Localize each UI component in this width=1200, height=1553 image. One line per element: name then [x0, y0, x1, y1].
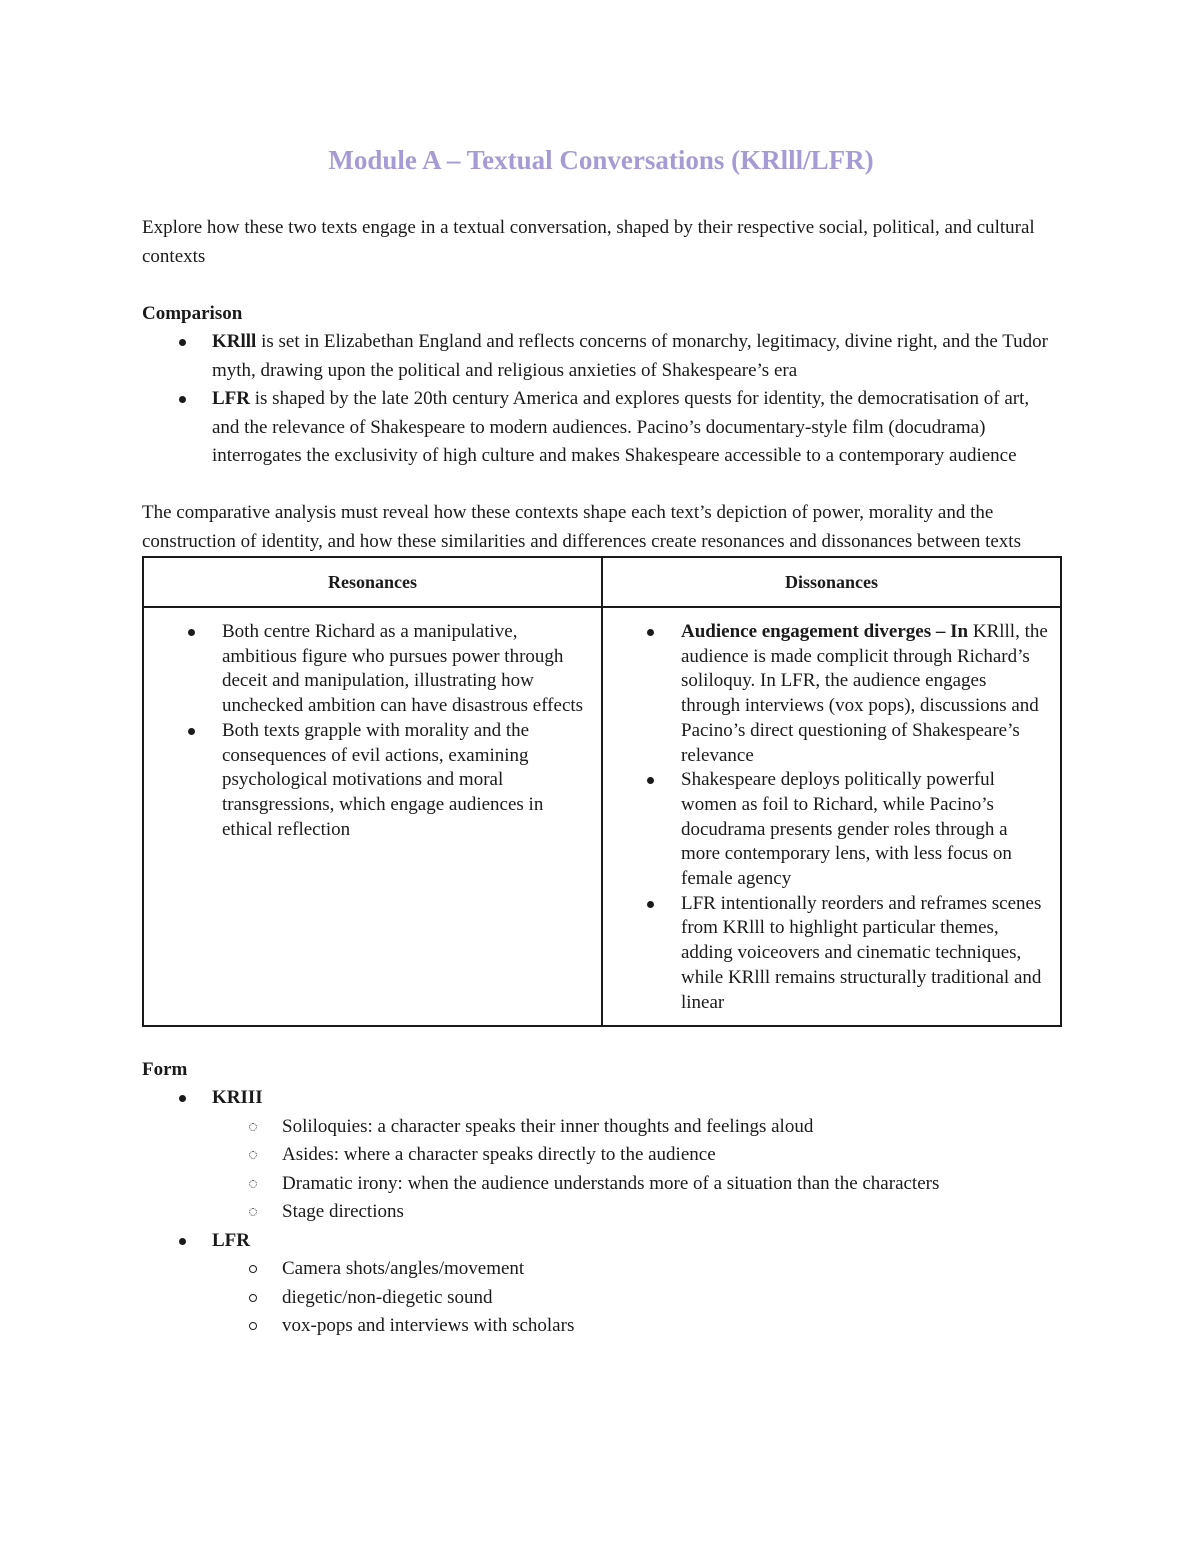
- lfr-sublist: [212, 1255, 1060, 1341]
- list-item: [282, 1170, 1060, 1199]
- list-item: [222, 620, 591, 719]
- resonances-cell: [143, 607, 602, 1026]
- bullet-icon: [647, 777, 654, 784]
- comparison-item-lfr: [212, 385, 1060, 471]
- dissonance-text: Shakespeare deploys politically powerful women as foil to Richard, while Pacino’s docudrama presents gender roles through a more contemporary lens, with less focus on female agency: [681, 769, 1012, 890]
- resonance-text: Both centre Richard as a manipulative, ambitious figure who pursues power through deceit and manipulation, illustrating how unchecked ambition can have disastrous effects: [222, 621, 584, 717]
- hollow-bullet-icon: [249, 1208, 257, 1216]
- form-item-lfr: [212, 1227, 1060, 1341]
- hollow-bullet-icon: [249, 1123, 257, 1131]
- list-item: [222, 719, 591, 843]
- dissonance-text: LFR intentionally reorders and reframes scenes from KRlll to highlight particular themes, adding voiceovers and cinematic techniques, while KRlll remains structurally traditional and linear: [681, 892, 1042, 1013]
- spacer: [142, 1027, 1060, 1056]
- dissonance-bold: Audience engagement diverges – In: [681, 621, 969, 642]
- list-item: [282, 1141, 1060, 1170]
- resonances-list: [144, 620, 591, 842]
- spacer: [142, 271, 1060, 300]
- comparison-heading: Comparison: [142, 302, 243, 324]
- list-item: [681, 892, 1050, 1016]
- table-row: [143, 607, 1061, 1026]
- header-resonances: Resonances: [143, 557, 602, 607]
- list-item: [282, 1312, 1060, 1341]
- form-heading: Form: [142, 1058, 188, 1080]
- sub-item-text: Asides: where a character speaks directly to the audience: [282, 1144, 716, 1166]
- hollow-bullet-icon: [249, 1294, 257, 1302]
- sub-item-text: Stage directions: [282, 1201, 404, 1223]
- form-list: [142, 1084, 1060, 1341]
- list-item: [282, 1198, 1060, 1227]
- resonance-text: Both texts grapple with morality and the consequences of evil actions, examining psychological motivations and moral transgressions, which engage audiences in ethical reflection: [222, 719, 544, 840]
- bullet-icon: [179, 339, 186, 346]
- list-item: [282, 1284, 1060, 1313]
- form-item-label: LFR: [212, 1229, 250, 1251]
- page-title: Module A – Textual Conversations (KRlll/LFR): [328, 145, 874, 175]
- comparison-item-krlll: [212, 328, 1060, 385]
- sub-item-text: Soliloquies: a character speaks their inner thoughts and feelings aloud: [282, 1115, 814, 1137]
- sub-item-text: vox-pops and interviews with scholars: [282, 1315, 575, 1337]
- comparison-table: [142, 556, 1062, 1027]
- dissonances-cell: [602, 607, 1061, 1026]
- bullet-icon: [647, 901, 654, 908]
- bullet-icon: [179, 1238, 186, 1245]
- hollow-bullet-icon: [249, 1265, 257, 1273]
- bullet-icon: [188, 728, 195, 735]
- form-item-label: KRIII: [212, 1087, 263, 1109]
- bullet-icon: [179, 396, 186, 403]
- header-dissonances: Dissonances: [602, 557, 1061, 607]
- bullet-icon: [179, 1095, 186, 1102]
- table-header-row: [143, 557, 1061, 607]
- intro-paragraph: Explore how these two texts engage in a textual conversation, shaped by their respective social, political, and cultural contexts: [142, 217, 1035, 267]
- comparison-item-bold: KRlll: [212, 331, 257, 352]
- dissonances-list: [603, 620, 1050, 1015]
- spacer: [142, 471, 1060, 500]
- sub-item-text: Dramatic irony: when the audience understands more of a situation than the characters: [282, 1172, 940, 1194]
- comparison-list: [142, 328, 1060, 471]
- bullet-icon: [188, 629, 195, 636]
- hollow-bullet-icon: [249, 1180, 257, 1188]
- dissonance-text: KRlll, the audience is made complicit through Richard’s soliloquy. In LFR, the audience engages through interviews (vox pops), discussions and Pacino’s direct questioning of Shakespeare’s relevance: [681, 621, 1048, 766]
- list-item: [282, 1113, 1060, 1142]
- comparison-item-bold: LFR: [212, 388, 250, 409]
- hollow-bullet-icon: [249, 1151, 257, 1159]
- hollow-bullet-icon: [249, 1322, 257, 1330]
- analysis-paragraph: The comparative analysis must reveal how these contexts shape each text’s depiction of power, morality and the construction of identity, and how these similarities and differences create resonances and dissonances between texts: [142, 502, 1021, 552]
- form-item-kriii: [212, 1084, 1060, 1227]
- comparison-item-text: is shaped by the late 20th century America and explores quests for identity, the democratisation of art, and the relevance of Shakespeare to modern audiences. Pacino’s documentary-style film (docudrama) interrogates the exclusivity of high culture and makes Shakespeare accessible to a contemporary audience: [212, 388, 1030, 466]
- kriii-sublist: [212, 1113, 1060, 1227]
- bullet-icon: [647, 629, 654, 636]
- list-item: [681, 768, 1050, 892]
- sub-item-text: Camera shots/angles/movement: [282, 1258, 525, 1280]
- sub-item-text: diegetic/non-diegetic sound: [282, 1286, 493, 1308]
- comparison-item-text: is set in Elizabethan England and reflects concerns of monarchy, legitimacy, divine right, and the Tudor myth, drawing upon the political and religious anxieties of Shakespeare’s era: [212, 331, 1048, 381]
- list-item: [282, 1255, 1060, 1284]
- list-item: [681, 620, 1050, 768]
